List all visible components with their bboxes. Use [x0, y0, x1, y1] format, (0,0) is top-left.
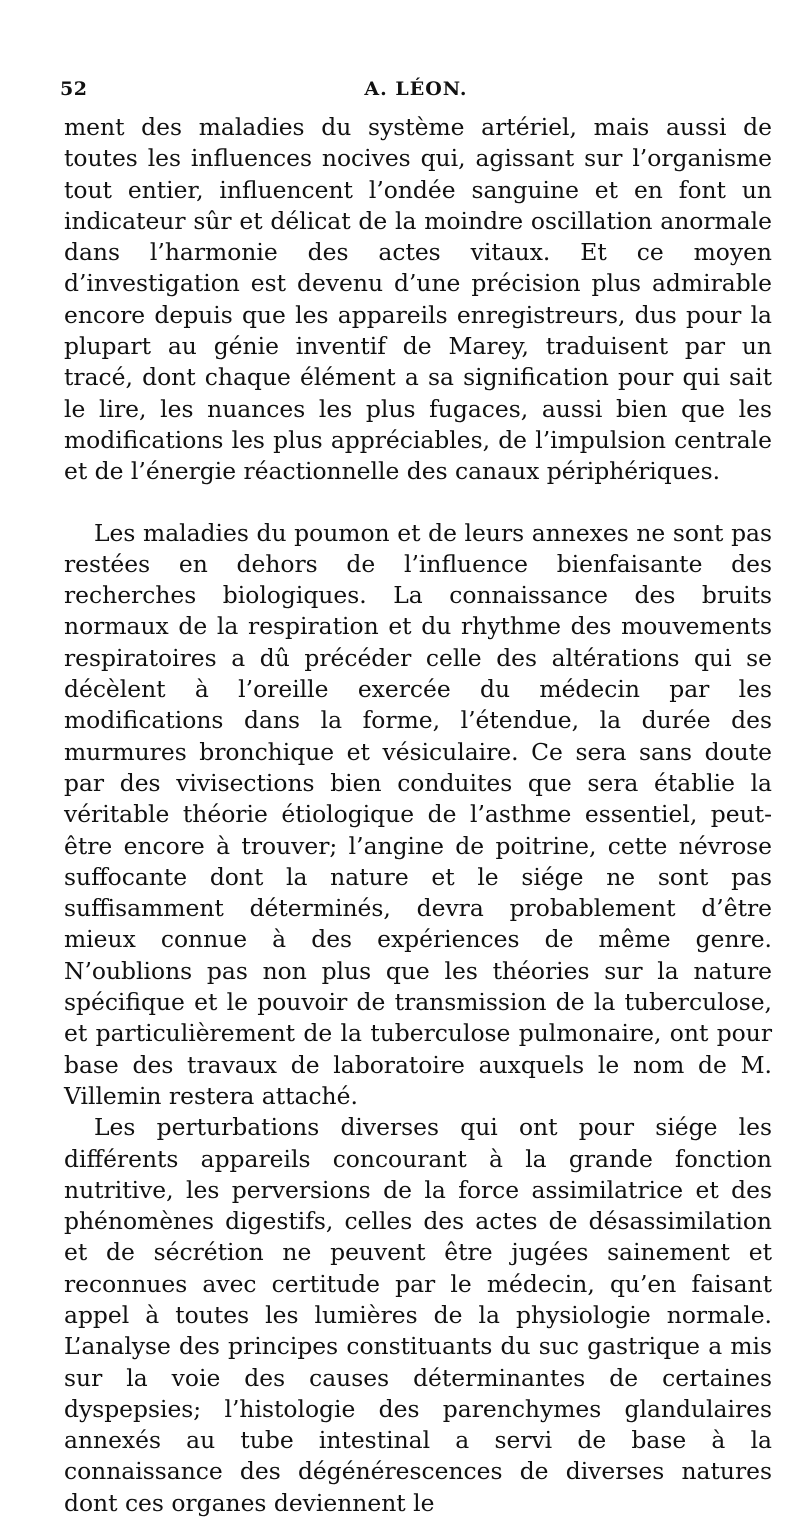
paragraph: ment des maladies du système artériel, mais aussi de toutes les influences nocives qui, agissant sur l’organisme tout entier, influencent l’ondée sanguine et en font un indicateur sûr et délicat de la moindre oscillation anormale dans l’harmonie des actes vitaux. Et ce moyen d’investigation est devenu d’une précision plus admirable encore depuis que les appareils enregistreurs, dus pour la plupart au génie inventif de Marey, traduisent par un tracé, dont chaque élément a sa signification pour qui sait le lire, les nuances les plus fugaces, aussi bien que les modifications les plus appréciables, de l’impulsion centrale et de l’énergie réactionnelle des canaux périphériques.	[64, 113, 772, 486]
page-number: 52	[60, 78, 88, 100]
body-text	[64, 112, 772, 1519]
running-head: A. LÉON.	[364, 78, 468, 100]
paragraph: Les perturbations diverses qui ont pour siége les différents appareils concourant à la grande fonction nutritive, les perversions de la force assimilatrice et des phénomènes digestifs, celles des actes de désassimilation et de sécrétion ne peuvent être jugées sainement et reconnues avec certitude par le médecin, qu’en faisant appel à toutes les lumières de la physiologie normale. L’analyse des principes constituants du suc gastrique a mis sur la voie des causes déterminantes de certaines dyspepsies; l’histologie des parenchymes glandulaires annexés au tube intestinal a servi de base à la connaissance des dégénérescences de diverses natures dont ces organes deviennent le	[64, 1113, 772, 1517]
page-header	[60, 78, 772, 106]
paragraph: Les maladies du poumon et de leurs annexes ne sont pas restées en dehors de l’influence bienfaisante des recherches biologiques. La connaissance des bruits normaux de la respiration et du rhythme des mouvements respiratoires a dû précéder celle des altérations qui se décèlent à l’oreille exercée du médecin par les modifications dans la forme, l’étendue, la durée des murmures bronchique et vésiculaire. Ce sera sans doute par des vivisections bien conduites que sera établie la véritable théorie étiologique de l’asthme essentiel, peut-être encore à trouver; l’angine de poitrine, cette névrose suffocante dont la nature et le siége ne sont pas suffisamment déterminés, devra probablement d’être mieux connue à des expériences de même genre. N’oublions pas non plus que les théories sur la nature spécifique et le pouvoir de transmission de la tuberculose, et particulièrement de la tuberculose pulmonaire, ont pour base des travaux de laboratoire auxquels le nom de M. Villemin restera attaché.	[64, 518, 772, 1110]
